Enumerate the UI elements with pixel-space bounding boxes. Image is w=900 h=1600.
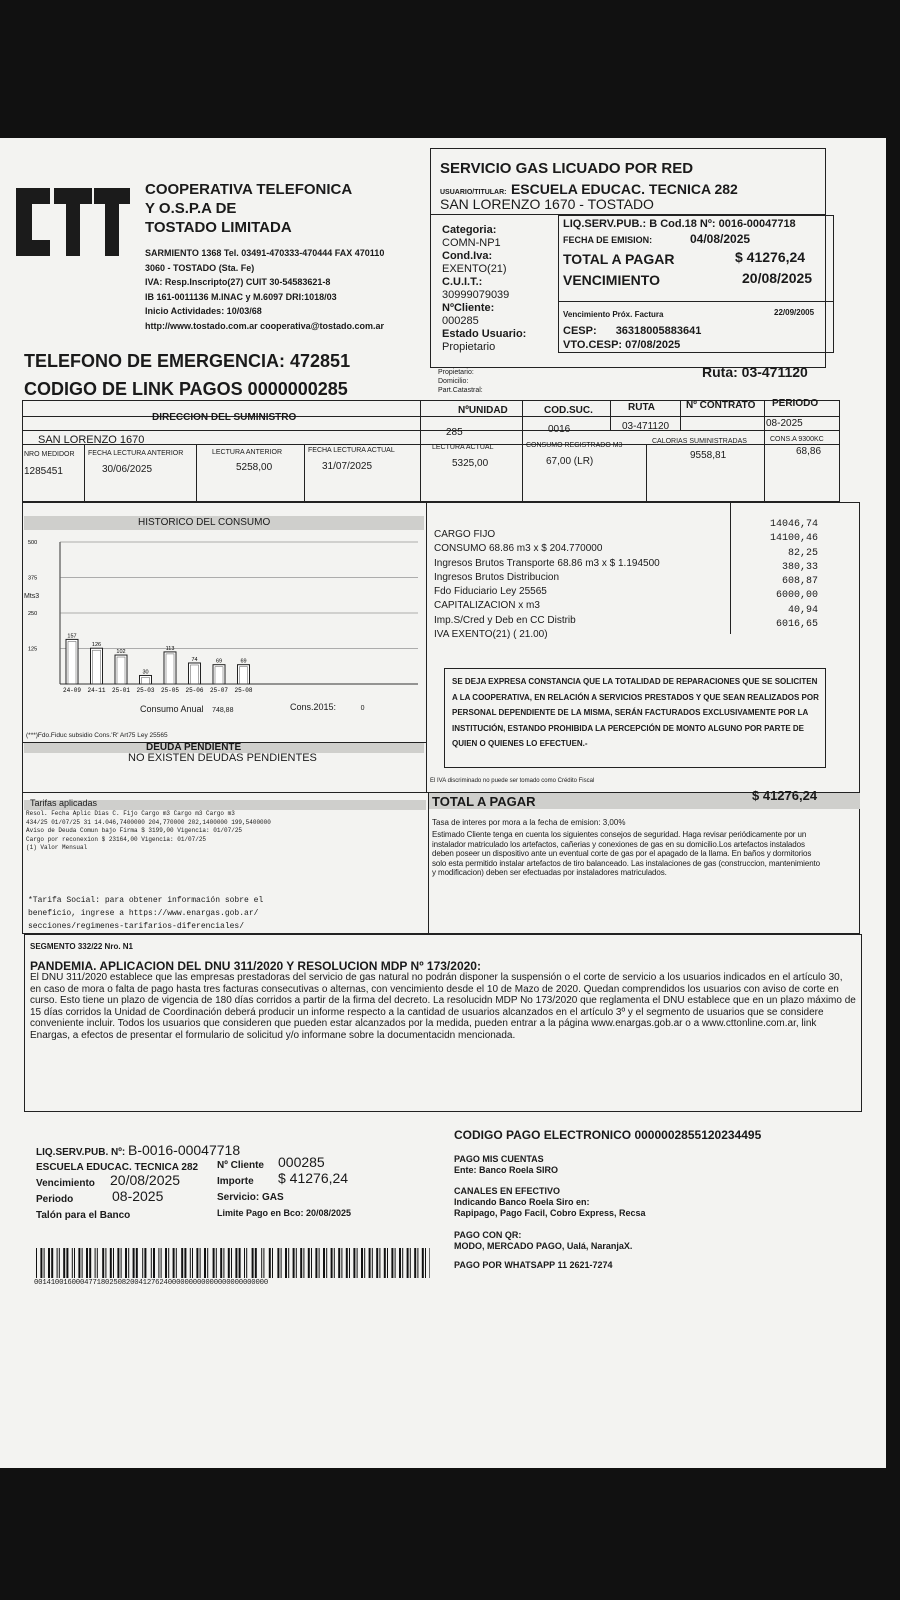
interest-rate: Tasa de interes por mora a la fecha de emision: 3,00% [432,818,626,827]
mis-cuentas-title: PAGO MIS CUENTAS [454,1154,544,1164]
y-tick-label: 125 [28,646,38,653]
bar-value-label: 113 [165,645,175,652]
cons2015-value: 0 [360,705,365,712]
barcode-bar [40,1248,42,1278]
barcode-bar [44,1248,45,1278]
barcode-bar [78,1248,80,1278]
whatsapp-payment: PAGO POR WHATSAPP 11 2621-7274 [454,1260,613,1270]
pandemic-body: El DNU 311/2020 establece que las empresas prestadoras del servicio de gas natural no podrán disponer la suspensión o el corte de servicio a los usuarios indicados en el artículo 30, en caso de mora o falta de pago hasta tres facturas consecutivas o alternas, con vencimiento desde el 10 de Mazo de 2020. Quedan comprendidos los usuarios con aviso de corte en curso. Esto tiene un plazo de vigencia de 180 días corridos a partir de la firma del decreto. La resolucidn MDP No 173/2020 que reglamenta el DNU establece que en un plazo máximo de 15 días corridos la Unidad de Coordinación deberá producir un informe respecto a la cantidad de usuarios alcanzados en el artículo 3º y el segmento de usuarios que se considere conveniente incluir. Todos los usuarios que consideren que pueden estar alcanzados por la medida, pueden entrar a la página www.enargas.gob.ar o a www.cttonline.com.ar, link Enargas, a efectos de presentar el formulario de solicitud y/o informane sobre la documentacidn mencionada. [30,972,856,1041]
social-tariff [28,894,263,933]
barcode-bar [357,1248,358,1278]
stub-importe-label: Importe [217,1176,254,1187]
iva-note: El IVA discriminado no puede ser tomado como Crédito Fiscal [430,778,595,784]
partcat-label: Part.Catastral: [438,387,483,394]
safety-advice: Estimado Cliente tenga en cuenta los siguientes consejos de seguridad. Haga revisar periódicamente por un instalador matriculado los artefactos, cañerias y conexiones de gas en su domicilio.Los artefactos instalados deben poseer un dispositivo ante un eventual corte de gas por el apagado de la llama. En baños y dormitorios solo esta permitido instalar artefactos de tiro balanceado. Las instalaciones de gas (construccion, mantenimiento y modificacion) deben ser efectuadas por instaladores matriculados. [432,830,821,877]
link-pagos-code: CODIGO DE LINK PAGOS 0000000285 [24,379,348,399]
barcode-bar [66,1248,68,1278]
barcode-bar [244,1248,245,1278]
service-title: SERVICIO GAS LICUADO POR RED [440,160,694,177]
x-tick-label: 25-01 [111,687,131,694]
h-fecha-ant: FECHA LECTURA ANTERIOR [88,450,184,457]
barcode-bar [269,1248,271,1278]
barcode-bar [168,1248,169,1278]
barcode-bar [391,1248,393,1278]
barcode-bar [48,1248,50,1278]
barcode-bar [228,1248,230,1278]
barcode-number: 00141001600047718025082004127624000000000000000000000000 [34,1279,269,1287]
barcode-bar [176,1248,177,1278]
charge-label: Fdo Fiduciario Ley 25565 [434,586,547,598]
vto-cesp: VTO.CESP: 07/08/2025 [563,339,681,351]
barcode-bar [86,1248,88,1278]
tariff-line2: Aviso de Deuda Comun bajo Firma $ 3199,00 Vigencia: 01/07/25 [26,827,243,834]
bar-value-label: 74 [191,656,198,663]
barcode-bar [326,1248,327,1278]
supply-address: SAN LORENZO 1670 [38,434,145,446]
canales-indicando: Indicando Banco Roela Siro en: [454,1197,590,1207]
barcode-bar [213,1248,215,1278]
charge-label: Imp.S/Cred y Deb en CC Distrib [434,614,576,626]
cond-iva-label: Cond.Iva: [442,250,493,262]
qr-block [454,1230,632,1252]
barcode-bar [338,1248,340,1278]
unidad-value: 285 [446,427,463,438]
history-unit: Mts3 [24,593,40,600]
h-lect-ant: LECTURA ANTERIOR [212,449,283,456]
y-tick-label: 250 [28,611,38,617]
ncliente-value: 000285 [442,315,479,327]
company-web: http://www.tostado.com.ar cooperativa@tostado.com.ar [145,320,384,331]
fecha-ant-value: 30/06/2025 [102,464,153,475]
barcode-bar [153,1248,155,1278]
barcode-bar [252,1248,254,1278]
estado-label: Estado Usuario: [442,328,527,340]
stub-servicio: Servicio: GAS [217,1192,284,1203]
charge-amount: 6000,00 [775,590,818,602]
x-tick-label: 25-07 [209,687,229,694]
history-chart [26,534,424,702]
total-bar-label: TOTAL A PAGAR [432,794,536,809]
stub-periodo-value: 08-2025 [112,1188,164,1204]
barcode-bar [72,1248,73,1278]
canales-title: CANALES EN EFECTIVO [454,1186,561,1196]
col-periodo: PERIODO [772,398,819,409]
barcode-bar [151,1248,152,1278]
barcode-bar [200,1248,201,1278]
barcode-bar [117,1248,119,1278]
barcode-bar [102,1248,104,1278]
fecha-act-value: 31/07/2025 [322,461,373,472]
h-medidor: NRO MEDIDOR [24,451,75,458]
ruta-value: 03-471120 [622,421,670,432]
ruta-header: Ruta: 03-471120 [702,364,808,380]
mis-cuentas-block [454,1154,558,1176]
stub-periodo-label: Periodo [36,1194,74,1205]
barcode-bar [144,1248,146,1278]
barcode-bar [272,1248,273,1278]
charge-label: CAPITALIZACION x m3 [434,600,540,612]
ncliente-label: NºCliente: [442,302,495,314]
y-tick-label: 500 [28,540,38,546]
charge-amount: 380,33 [781,561,818,573]
barcode-bar [161,1248,162,1278]
x-tick-label: 25-05 [160,687,180,694]
barcode-bar [296,1248,297,1278]
charge-label: CONSUMO 68.86 m3 x $ 204.770000 [434,543,603,555]
barcode-bar [407,1248,409,1278]
col-codsuc: COD.SUC. [544,405,593,416]
barcode-bar [376,1248,378,1278]
bar-value-label: 30 [142,669,149,676]
barcode-bar [220,1248,222,1278]
h-cons: CONS.A 9300KC [770,436,824,443]
lect-ant-value: 5258,00 [236,462,273,473]
barcode-bar [281,1248,282,1278]
barcode-bar [181,1248,183,1278]
barcode-bar [384,1248,386,1278]
barcode-bar [402,1248,403,1278]
domicilio-label: Domicilio: [438,378,469,385]
barcode-bar [165,1248,167,1278]
y-tick-label: 375 [28,575,38,582]
company-iva: IVA: Resp.Inscripto(27) CUIT 30-54583621-8 [145,277,331,287]
propietario-label: Propietario: [438,369,474,376]
consumo-value: 67,00 (LR) [546,456,594,467]
barcode-bar [89,1248,91,1278]
customer-data [442,224,526,354]
lect-act-value: 5325,00 [452,458,489,469]
tariff-line4: (1) Valor Mensual [26,844,88,851]
charge-amount: 14100,46 [769,533,818,545]
stub-cliente-label: Nº Cliente [217,1160,264,1171]
stub-liq-label: LIQ.SERV.PUB. Nº: [36,1147,126,1158]
company-details [145,246,384,333]
barcode-bar [277,1248,279,1278]
barcode-bar [399,1248,401,1278]
barcode-bar [59,1248,60,1278]
charges-amounts [732,518,818,632]
barcode-bar [223,1248,224,1278]
tariffs-title: Tarifas aplicadas [30,798,98,808]
barcode-bar [334,1248,335,1278]
h-fecha-act: FECHA LECTURA ACTUAL [308,447,395,454]
cuit-label: C.U.I.T.: [442,276,483,288]
stub-cliente-value: 000285 [278,1154,325,1170]
barcode-bar [239,1248,241,1278]
repairs-notice: SE DEJA EXPRESA CONSTANCIA QUE LA TOTALIDAD DE REPARACIONES QUE SE SOLICITEN A LA COOPERATIVA, EN RELACIÓN A SERVICIOS PRESTADOS Y QUE SEAN REALIZADOS POR PERSONAL DEPENDIENTE DE LA MISMA, SERÁN FACTURADOS EXCLUSIVAMENTE POR LA INSTITUCIÓN, ESTANDO PROHIBIDA LA PERCEPCIÓN DE MONTO ALGUNO POR PARTE DE QUIEN O QUIENES LO EFECTUEN.- [452,677,819,748]
h-calorias: CALORIAS SUMINISTRADAS [652,438,747,445]
barcode-bar [184,1248,186,1278]
barcode-bar [263,1248,264,1278]
tariff-header: Resol. Fecha Aplic Dias C. Fijo Cargo m3 Cargo m3 Cargo m3 [26,810,235,817]
charge-amount: 14046,74 [769,519,818,530]
bar-value-label: 126 [91,642,102,649]
stub-talon: Talón para el Banco [36,1210,131,1221]
dir-header: DIRECCION DEL SUMINISTRO [152,412,297,423]
barcode-bar [133,1248,135,1278]
barcode-bar [361,1248,363,1278]
property-info [438,368,483,395]
charges-labels [434,528,730,642]
qr-title: PAGO CON QR: [454,1230,522,1240]
categoria-label: Categoria: [442,224,497,236]
barcode-bar [196,1248,198,1278]
barcode-bar [417,1248,418,1278]
total-label-header: TOTAL A PAGAR [563,251,675,267]
col-unidad: NºUNIDAD [458,405,508,416]
barcode-bar [121,1248,122,1278]
tariff-line3: Cargo por reconexion $ 23164,00 Vigencia: 01/07/25 [26,835,207,843]
charge-amount: 608,87 [781,576,818,588]
cesp-value: 36318005883641 [615,325,702,337]
consumo-anual-label: Consumo Anual [140,704,204,714]
cuit-value: 30999079039 [442,289,510,301]
barcode-bar [97,1248,98,1278]
barcode-bar [285,1248,287,1278]
barcode-bar [369,1248,371,1278]
stub-titular: ESCUELA EDUCAC. TECNICA 282 [36,1162,199,1173]
barcode-bar [190,1248,191,1278]
mis-cuentas-ente: Ente: Banco Roela SIRO [454,1165,559,1175]
charge-amount: 40,94 [787,604,818,616]
bar-value-label: 157 [67,633,77,640]
h-lect-act: LECTURA ACTUAL [432,444,494,451]
charge-label: Ingresos Brutos Transporte 68.86 m3 x $ 1.194500 [434,557,660,569]
company-address: SARMIENTO 1368 Tel. 03491-470333-470444 FAX 470110 [145,248,385,258]
barcode-bar [82,1248,83,1278]
qr-methods: MODO, MERCADO PAGO, Ualá, NaranjaX. [454,1241,633,1251]
barcode-bar [173,1248,175,1278]
barcode-bar [74,1248,75,1278]
col-contrato: Nº CONTRATO [686,400,756,411]
codsuc-value: 0016 [548,424,571,435]
history-footnote: (***)Fdo.Fiduc subsidio Cons.'R' Art75 Ley 25565 [26,732,168,739]
fecha-emision: 04/08/2025 [690,232,751,246]
company-name-line1: COOPERATIVA TELEFONICA [145,181,353,198]
company-inicio: Inicio Actividades: 10/03/68 [145,306,262,316]
barcode-bar [204,1248,206,1278]
usuario-address: SAN LORENZO 1670 - TOSTADO [440,196,654,212]
x-tick-label: 24-09 [62,687,82,694]
barcode-bar [379,1248,380,1278]
company-name-line2: Y O.S.P.A DE [145,200,237,217]
liq-number: LIQ.SERV.PUB.: B Cod.18 Nº: 0016-00047718 [563,218,796,230]
estado-value: Propietario [442,341,496,353]
barcode-bar [303,1248,304,1278]
barcode-bar [63,1248,65,1278]
barcode-bar [142,1248,143,1278]
cesp-label: CESP: [563,325,597,337]
stub-liq-row [36,1142,240,1158]
barcode-svg [34,1248,430,1278]
barcode-bar [57,1248,58,1278]
prox-factura-date: 22/09/2005 [774,308,815,317]
barcode-bar [410,1248,411,1278]
barcode-bar [319,1248,320,1278]
barcode-bar [105,1248,106,1278]
vencimiento-label: VENCIMIENTO [563,272,660,288]
canales-block [454,1186,646,1219]
history-title: HISTORICO DEL CONSUMO [138,517,271,528]
barcode-bar [425,1248,426,1278]
emergency-phone: TELEFONO DE EMERGENCIA: 472851 [24,351,351,371]
barcode-bar [422,1248,424,1278]
barcode-bar [331,1248,333,1278]
barcode-bar [36,1248,37,1278]
invoice-paper [0,138,886,1468]
stub-liq-value: B-0016-00047718 [128,1142,241,1158]
barcode-bar [414,1248,416,1278]
barcode-bar [128,1248,129,1278]
barcode-bar [311,1248,312,1278]
barcode-bar [95,1248,96,1278]
stub-importe-value: $ 41276,24 [278,1170,349,1186]
barcode-bar [192,1248,193,1278]
barcode [34,1248,430,1278]
cons2015-row [290,702,364,712]
x-tick-label: 24-11 [87,687,106,694]
cons-value: 68,86 [796,446,822,457]
tariff-lines [26,810,271,853]
stub-venc-label: Vencimiento [36,1178,95,1189]
barcode-bar [346,1248,348,1278]
barcode-bar [110,1248,112,1278]
usuario-name: ESCUELA EDUCAC. TECNICA 282 [510,181,738,197]
barcode-bar [255,1248,257,1278]
company-city: 3060 - TOSTADO (Sta. Fe) [145,262,255,273]
calorias-value: 9558,81 [690,450,727,461]
barcode-bar [395,1248,396,1278]
barcode-bar [136,1248,138,1278]
barcode-bar [158,1248,159,1278]
prox-factura-label: Vencimiento Próx. Factura [563,310,664,319]
periodo-value: 08-2025 [766,418,803,429]
cons2015-label: Cons.2015: [290,702,337,712]
barcode-bar [323,1248,325,1278]
charge-amount: 82,25 [787,547,818,559]
barcode-bar [341,1248,342,1278]
history-chart-svg [26,534,424,702]
categoria-value: COMN-NP1 [442,237,501,249]
ctt-logo [14,184,132,260]
charge-label: IVA EXENTO(21) ( 21.00) [434,629,548,641]
vencimiento-date: 20/08/2025 [742,270,813,286]
barcode-bar [235,1248,237,1278]
pandemic-title: PANDEMIA. APLICACION DEL DNU 311/2020 Y RESOLUCION MDP Nº 173/2020: [30,959,481,973]
medidor-value: 1285451 [24,466,63,477]
company-name-line3: TOSTADO LIMITADA [145,219,292,236]
consumo-anual-row [140,704,233,714]
social-line3: secciones/regimenes-tarifarios-diferenciales/ [28,922,245,931]
barcode-bar [261,1248,262,1278]
barcode-bar [353,1248,355,1278]
social-line2: beneficio, ingrese a https://www.enargas.gob.ar/ [28,909,259,918]
social-line1: *Tarifa Social: para obtener información sobre el [28,896,264,905]
barcode-bar [246,1248,247,1278]
barcode-bar [349,1248,350,1278]
barcode-bar [51,1248,53,1278]
barcode-bar [372,1248,373,1278]
debt-text: NO EXISTEN DEUDAS PENDIENTES [128,752,317,764]
stub-limite: Limite Pago en Bco: 20/08/2025 [217,1208,352,1218]
charge-label: Ingresos Brutos Distribucion [434,571,560,583]
charge-label: CARGO FIJO [434,529,496,540]
barcode-bar [231,1248,232,1278]
tariff-line1: 434/25 01/07/25 31 14.046,7400000 204,770000 202,1400000 199,5400000 [26,818,271,826]
barcode-bar [364,1248,365,1278]
col-ruta: RUTA [628,402,656,413]
cesp-row [563,325,701,337]
x-tick-label: 25-03 [136,687,155,694]
company-name [145,180,352,237]
barcode-bar [216,1248,217,1278]
barcode-bar [113,1248,114,1278]
charge-amount: 6016,65 [775,619,818,631]
codigo-pago-electronico: CODIGO PAGO ELECTRONICO 0000002855120234495 [454,1128,762,1142]
x-tick-label: 25-06 [185,687,204,694]
bar-value-label: 69 [215,658,223,665]
h-consumo: CONSUMO REGISTRADO M3 [526,442,623,449]
company-ib: IB 161-0011136 M.INAC y M.6097 DRI:1018/03 [145,291,337,302]
barcode-bar [387,1248,388,1278]
consumo-anual-value: 748,88 [212,707,234,714]
barcode-bar [125,1248,127,1278]
usuario-label: USUARIO/TITULAR: [440,189,507,196]
total-bar-amount: $ 41276,24 [752,788,818,803]
debt-title: DEUDA PENDIENTE [146,742,242,753]
bar-value-label: 69 [240,658,247,665]
fecha-emision-label: FECHA DE EMISION: [563,235,653,245]
barcode-bar [300,1248,302,1278]
barcode-bar [429,1248,430,1278]
barcode-bar [207,1248,208,1278]
barcode-bar [288,1248,289,1278]
stub-venc-value: 20/08/2025 [110,1172,181,1188]
cond-iva-value: EXENTO(21) [442,263,507,275]
barcode-bar [293,1248,295,1278]
x-tick-label: 25-08 [234,687,253,694]
total-amount-header: $ 41276,24 [735,249,806,265]
canales-rapipago: Rapipago, Pago Facil, Cobro Express, Recsa [454,1208,646,1218]
barcode-bar [308,1248,310,1278]
barcode-bar [315,1248,317,1278]
segment-number: SEGMENTO 332/22 Nro. N1 [30,942,133,951]
bar-value-label: 102 [116,649,126,656]
